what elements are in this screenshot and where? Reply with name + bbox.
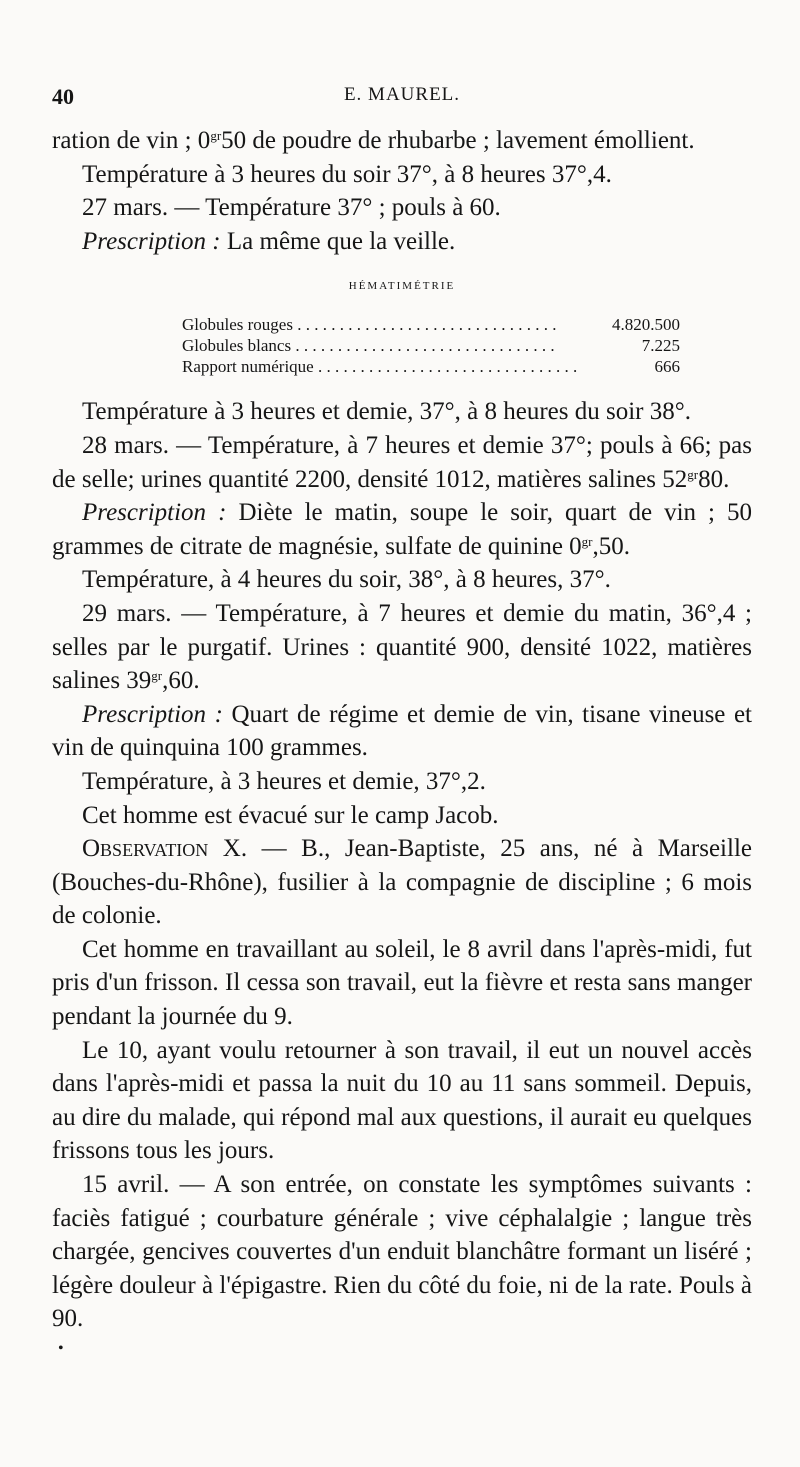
paragraph: Température à 3 heures du soir 37°, à 8 heures 37°,4. <box>82 160 612 188</box>
row-label: Globules rouges . . . <box>182 314 588 335</box>
paragraph: Cet homme est évacué sur le camp Jacob. <box>82 801 499 829</box>
table-row <box>182 335 680 356</box>
paragraph: Prescription : Quart de régime et demie de vin, tisane vineuse et vin de quinquina 100 grammes. <box>52 700 752 762</box>
printer-mark: • <box>58 1340 64 1357</box>
paragraph: Observation X. — B., Jean-Baptiste, 25 ans, né à Marseille (Bouches-du-Rhône), fusilier à la compagnie de discipline ; 6 mois de colonie. <box>52 835 752 930</box>
paragraph: 29 mars. — Température, à 7 heures et demie du matin, 36°,4 ; selles par le purgatif. Urines : quantité 900, densité 1022, matières salines $39^{gr},60$. <box>52 599 752 695</box>
paragraph: Température, à 3 heures et demie, 37°,2. <box>82 767 486 795</box>
paragraph: Prescription : La même que la veille. <box>82 227 456 255</box>
row-value: 4.820.500 <box>612 315 680 335</box>
page-number: 40 <box>52 84 74 109</box>
row-label: Globules blancs . . . <box>182 335 588 356</box>
paragraph: ration de vin ; $0^{gr}50$ de poudre de rhubarbe ; lavement émollient. <box>52 127 695 154</box>
paragraph: Cet homme en travaillant au soleil, le 8 avril dans l'après-midi, fut pris d'un frisson. Il cessa son travail, eut la fièvre et resta sans manger pendant la journée du 9. <box>52 935 752 1031</box>
observation-label: Observation X. <box>82 835 248 863</box>
table-row <box>182 314 680 335</box>
row-value: 7.225 <box>641 336 680 356</box>
prescription-label: Prescription : <box>82 499 227 527</box>
table-title: HÉMATIMÉTRIE <box>348 280 456 293</box>
row-label: Rapport numérique . . . <box>182 356 588 377</box>
paragraph: Température, à 4 heures du soir, 38°, à 8 heures, 37°. <box>82 566 611 594</box>
paragraph: Température à 3 heures et demie, 37°, à 8 heures du soir 38°. <box>82 398 692 426</box>
paragraph: 15 avril. — A son entrée, on constate les symptômes suivants : faciès fatigué ; courbature générale ; vive céphalalgie ; langue très chargée, gencives couvertes d'un enduit blanchâtre formant un liséré ; légère douleur à l'épigastre. Rien du côté du foie, ni de la rate. Pouls à 90. <box>52 1171 752 1333</box>
hematimetry-table <box>182 314 680 377</box>
row-value: 666 <box>654 357 680 377</box>
paragraph: Prescription : Diète le matin, soupe le soir, quart de vin ; 50 grammes de citrate de magnésie, sulfate de quinine $0^{gr},50$. <box>52 499 753 560</box>
paragraph: 27 mars. — Température 37° ; pouls à 60. <box>82 194 501 222</box>
prescription-label: Prescription : <box>82 700 223 728</box>
paragraph: Le 10, ayant voulu retourner à son travail, il eut un nouvel accès dans l'après-midi et passa la nuit du 10 au 11 sans sommeil. Depuis, au dire du malade, qui répond mal aux questions, il aurait eu quelques frissons tous les jours. <box>52 1036 752 1165</box>
page-header <box>52 84 752 124</box>
page-content <box>52 84 752 1358</box>
table-row <box>182 356 680 377</box>
paragraph: 28 mars. — Température, à 7 heures et demie 37°; pouls à 66; pas de selle; urines quantité 2200, densité 1012, matières salines $52^{gr}80$. <box>52 431 752 493</box>
running-head: E. MAUREL. <box>343 84 461 105</box>
prescription-label: Prescription : <box>82 227 221 255</box>
